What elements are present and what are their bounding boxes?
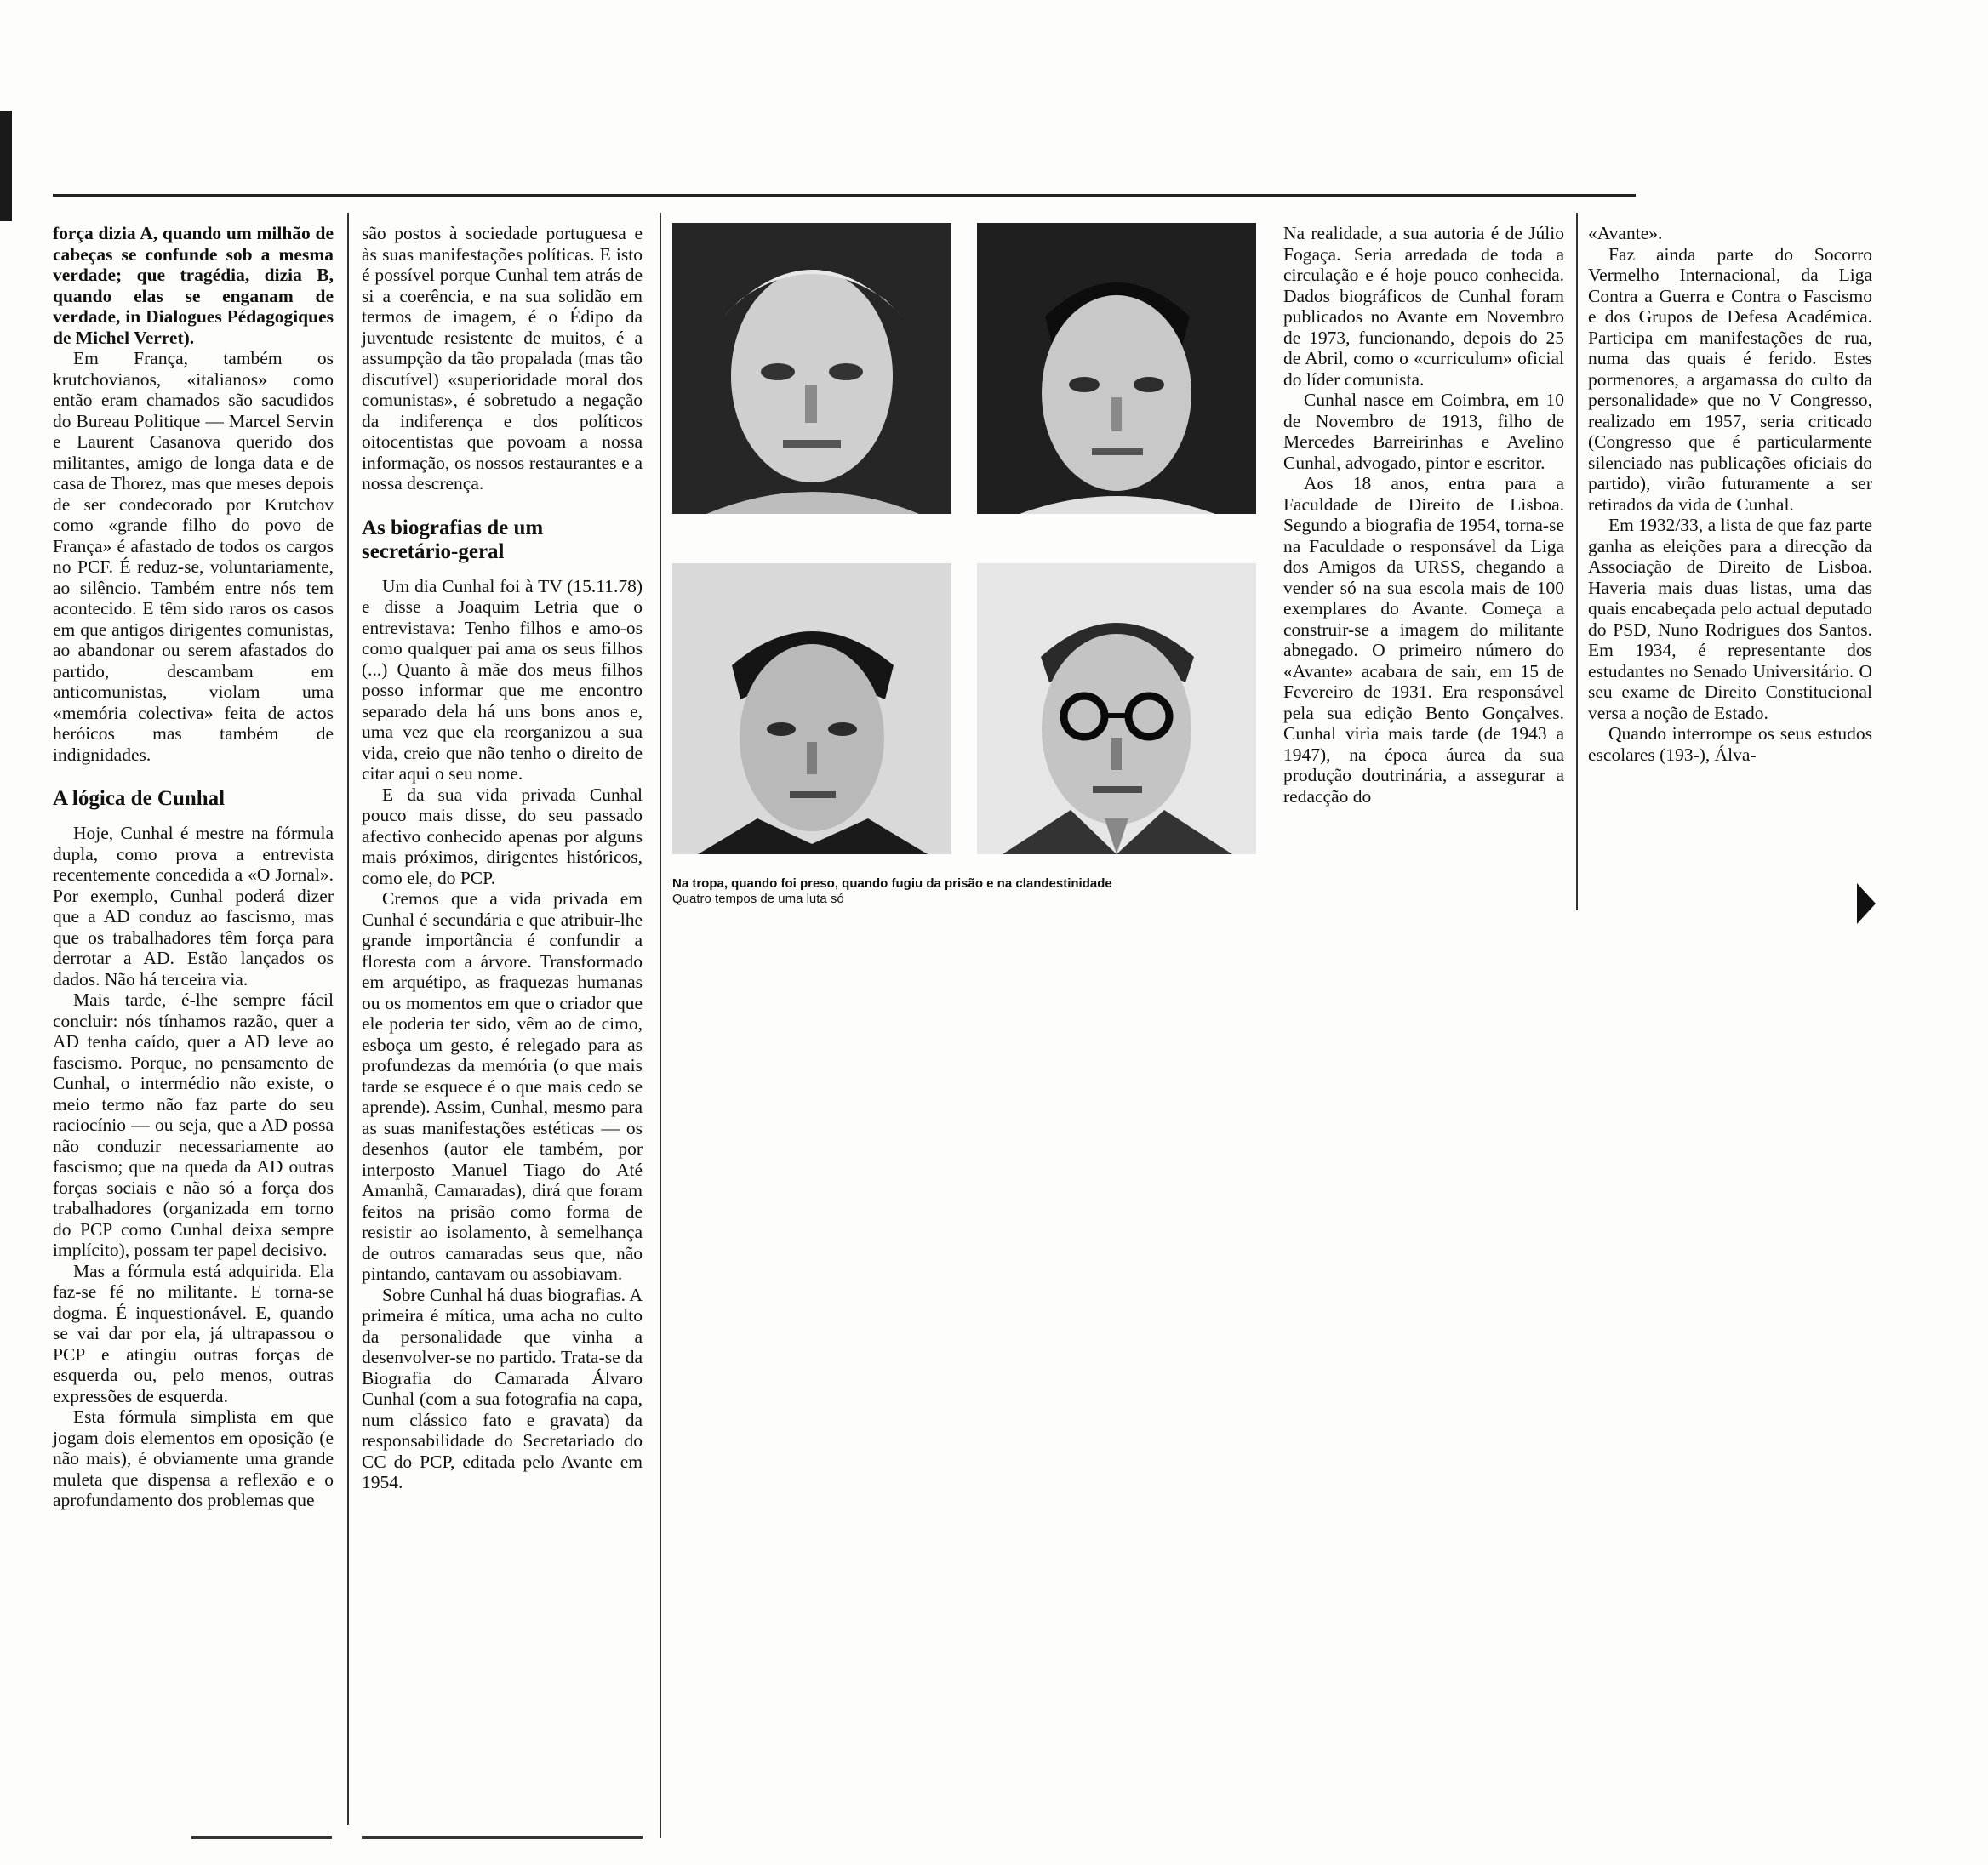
column-divider [660,213,661,1838]
photo-caption [672,876,1285,907]
portrait-photo-military [672,223,951,514]
paragraph: Quando interrompe os seus estudos escolares (193-), Álva- [1588,723,1872,765]
paragraph: Cremos que a vida privada em Cunhal é secundária e que atribuir-lhe grande importância é confundir a floresta com a árvore. Transformado em arquétipo, as fraquezas humanas ou os momentos em que o criador que ele poderia ter sido, vêm ao de cimo, esboça um gesto, é relegado para as profundezas da memória (o que mais tarde se esquece é o que mais cedo se aprende). Assim, Cunhal, mesmo para as suas manifestações estéticas — os desenhos (autor ele também, por interposto Manuel Tiago do Até Amanhã, Camaradas), dirá que foram feitos na prisão como forma de resistir ao isolamento, à semelhança de outros camaradas seus que, não pintando, cantavam ou assobiavam. [362,888,643,1284]
portrait-photo-arrested-image [977,223,1256,514]
photo-caption-line-1: Na tropa, quando foi preso, quando fugiu da prisão e na clandestinidade [672,876,1112,891]
portrait-photo-clandestine-image [977,563,1256,854]
column-4 [1588,223,1872,765]
section-heading: As biografias de um secretário-geral [362,516,544,563]
paragraph: são postos à sociedade portuguesa e às suas manifestações políticas. E isto é possível porque Cunhal tem atrás de si a coerência, e na sua solidão em termos de imagem, é o Édipo da juventude resistente de muitos, é a assumpção da tão propalada (mas tão discutível) «superioridade moral dos comunistas», é sobretudo a negação da indiferença e dos políticos oitocentistas que povoam a nossa informação, os nossos restaurantes e a nossa descrença. [362,223,643,493]
paragraph: Na realidade, a sua autoria é de Júlio Fogaça. Seria arredada de toda a circulação e é hoje pouco conhecida. Dados biográficos de Cunhal foram publicados no Avante em Novembro de 1973, funcionando, depois do 25 de Abril, como o «curriculum» oficial do líder comunista. [1283,223,1564,390]
paragraph: Esta fórmula simplista em que jogam dois elementos em oposição (e não mais), é obviamente uma grande muleta que dispensa a reflexão e o aprofundamento dos problemas que [53,1406,334,1510]
continued-arrow-icon [1857,883,1876,924]
bottom-rule [362,1836,643,1839]
section-heading: A lógica de Cunhal [53,787,226,810]
portrait-photo-clandestine [977,563,1256,854]
top-rule [53,194,1636,197]
paragraph: Aos 18 anos, entra para a Faculdade de Direito de Lisboa. Segundo a biografia de 1954, torna-se na Faculdade o responsável da Liga dos Amigos da URSS, chegando a vender só na sua escola mais de 100 exemplares do Avante. Começa a construir-se a imagem do militante abnegado. O primeiro número do «Avante» acabara de sair, em 15 de Fevereiro de 1931. Era responsável pela sua edição Bento Gonçalves. Cunhal viria mais tarde (de 1943 a 1947), na época áurea da sua produção doutrinária, a assegurar a redacção do [1283,473,1564,807]
column-divider [1576,213,1578,910]
paragraph: força dizia A, quando um milhão de cabeças se confunde sob a mesma verdade; que tragédia, dizia B, quando elas se enganam de verdade, in Dialogues Pédagogiques de Michel Verret). [53,223,334,348]
portrait-photo-escape [672,563,951,854]
paragraph: Um dia Cunhal foi à TV (15.11.78) e disse a Joaquim Letria que o entrevistava: Tenho filhos e amo-os como qualquer pai ama os seus filhos (...) Quanto à mãe dos meus filhos posso informar que me encontro separado dela há uns bons anos e, uma vez que ela reorganizou a sua vida, creio que não tenho o direito de citar aqui o seu nome. [362,575,643,784]
paragraph: Mas a fórmula está adquirida. Ela faz-se fé no militante. E torna-se dogma. É inquestionável. E, quando se vai dar por ela, já ultrapassou o PCP e atingiu outras forças de esquerda ou, pelo menos, outras expressões de esquerda. [53,1260,334,1406]
paragraph: Em 1932/33, a lista de que faz parte ganha as eleições para a direcção da Associação de Direito de Lisboa. Haveria mais duas listas, uma das quais encabeçada pelo actual deputado do PSD, Nuno Rodrigues dos Santos. Em 1934, é representante dos estudantes no Senado Universitário. O seu exame de Direito Constitucional versa a noção de Estado. [1588,515,1872,723]
paragraph: Hoje, Cunhal é mestre na fórmula dupla, como prova a entrevista recentemente concedida a «O Jornal». Por exemplo, Cunhal poderá dizer que a AD conduz ao fascismo, mas que os trabalhadores têm força para derrotar a AD. Estão lançados os dados. Não há terceira via. [53,823,334,990]
paragraph: Mais tarde, é-lhe sempre fácil concluir: nós tínhamos razão, quer a AD tenha caído, quer a AD leve ao fascismo. Porque, no pensamento de Cunhal, o intermédio não existe, o meio termo não faz parte do seu raciocínio — ou seja, que a AD possa não conduzir necessariamente ao fascismo; que na queda da AD outras forças sociais e não só a força dos trabalhadores (organizada em torno do PCP como Cunhal deixa sempre implícito), possam ter papel decisivo. [53,990,334,1260]
paragraph: Faz ainda parte do Socorro Vermelho Internacional, da Liga Contra a Guerra e Contra o Fascismo e dos Grupos de Defesa Académica. Participa em manifestações de rua, numa das quais é ferido. Estes pormenores, a argamassa do culto da personalidade» que no V Congresso, realizado em 1957, seria criticado (Congresso que é particularmente silenciado nas publicações oficiais do partido), virão futuramente a ser retirados da vida de Cunhal. [1588,243,1872,515]
paragraph: «Avante». [1588,223,1663,243]
paragraph: Em França, também os krutchovianos, «italianos» como então eram chamados são sacudidos do Bureau Politique — Marcel Servin e Laurent Casanova querido dos militantes, amigo de longa data e de casa de Thorez, mas que meses depois de ser condecorado por Krutchov como «grande filho do povo de França» é afastado de todos os cargos no PCF. É reduz-se, voluntariamente, ao silêncio. Também entre nós tem acontecido. E têm sido raros os casos em que antigos dirigentes comunistas, ao abandonar ou serem afastados do partido, descambam em anticomunistas, violam uma «memória colectiva» feita de actos heróicos mas também de indignidades. [53,348,334,765]
portrait-photo-escape-image [672,563,951,854]
bottom-rule [191,1836,332,1839]
column-3 [1283,223,1564,807]
paragraph: E da sua vida privada Cunhal pouco mais disse, do seu passado afectivo conhecido apenas por alguns mais próximos, dirigentes históricos, como ele, do PCP. [362,784,643,888]
column-2 [362,223,643,1493]
photo-caption-line-2: Quatro tempos de uma luta só [672,892,844,906]
column-1 [53,223,334,1511]
portrait-photo-arrested [977,223,1256,514]
paragraph: Cunhal nasce em Coimbra, em 10 de Novembro de 1913, filho de Mercedes Barreirinhas e Avelino Cunhal, advogado, pintor e escritor. [1283,390,1564,473]
scan-edge-shadow [0,111,12,221]
portrait-photo-military-image [672,223,951,514]
paragraph: Sobre Cunhal há duas biografias. A primeira é mítica, uma acha no culto da personalidade que vinha a desenvolver-se no partido. Trata-se da Biografia do Camarada Álvaro Cunhal (com a sua fotografia na capa, num clássico fato e gravata) da responsabilidade do Secretariado do CC do PCP, editada pelo Avante em 1954. [362,1284,643,1492]
column-divider [347,213,349,1825]
